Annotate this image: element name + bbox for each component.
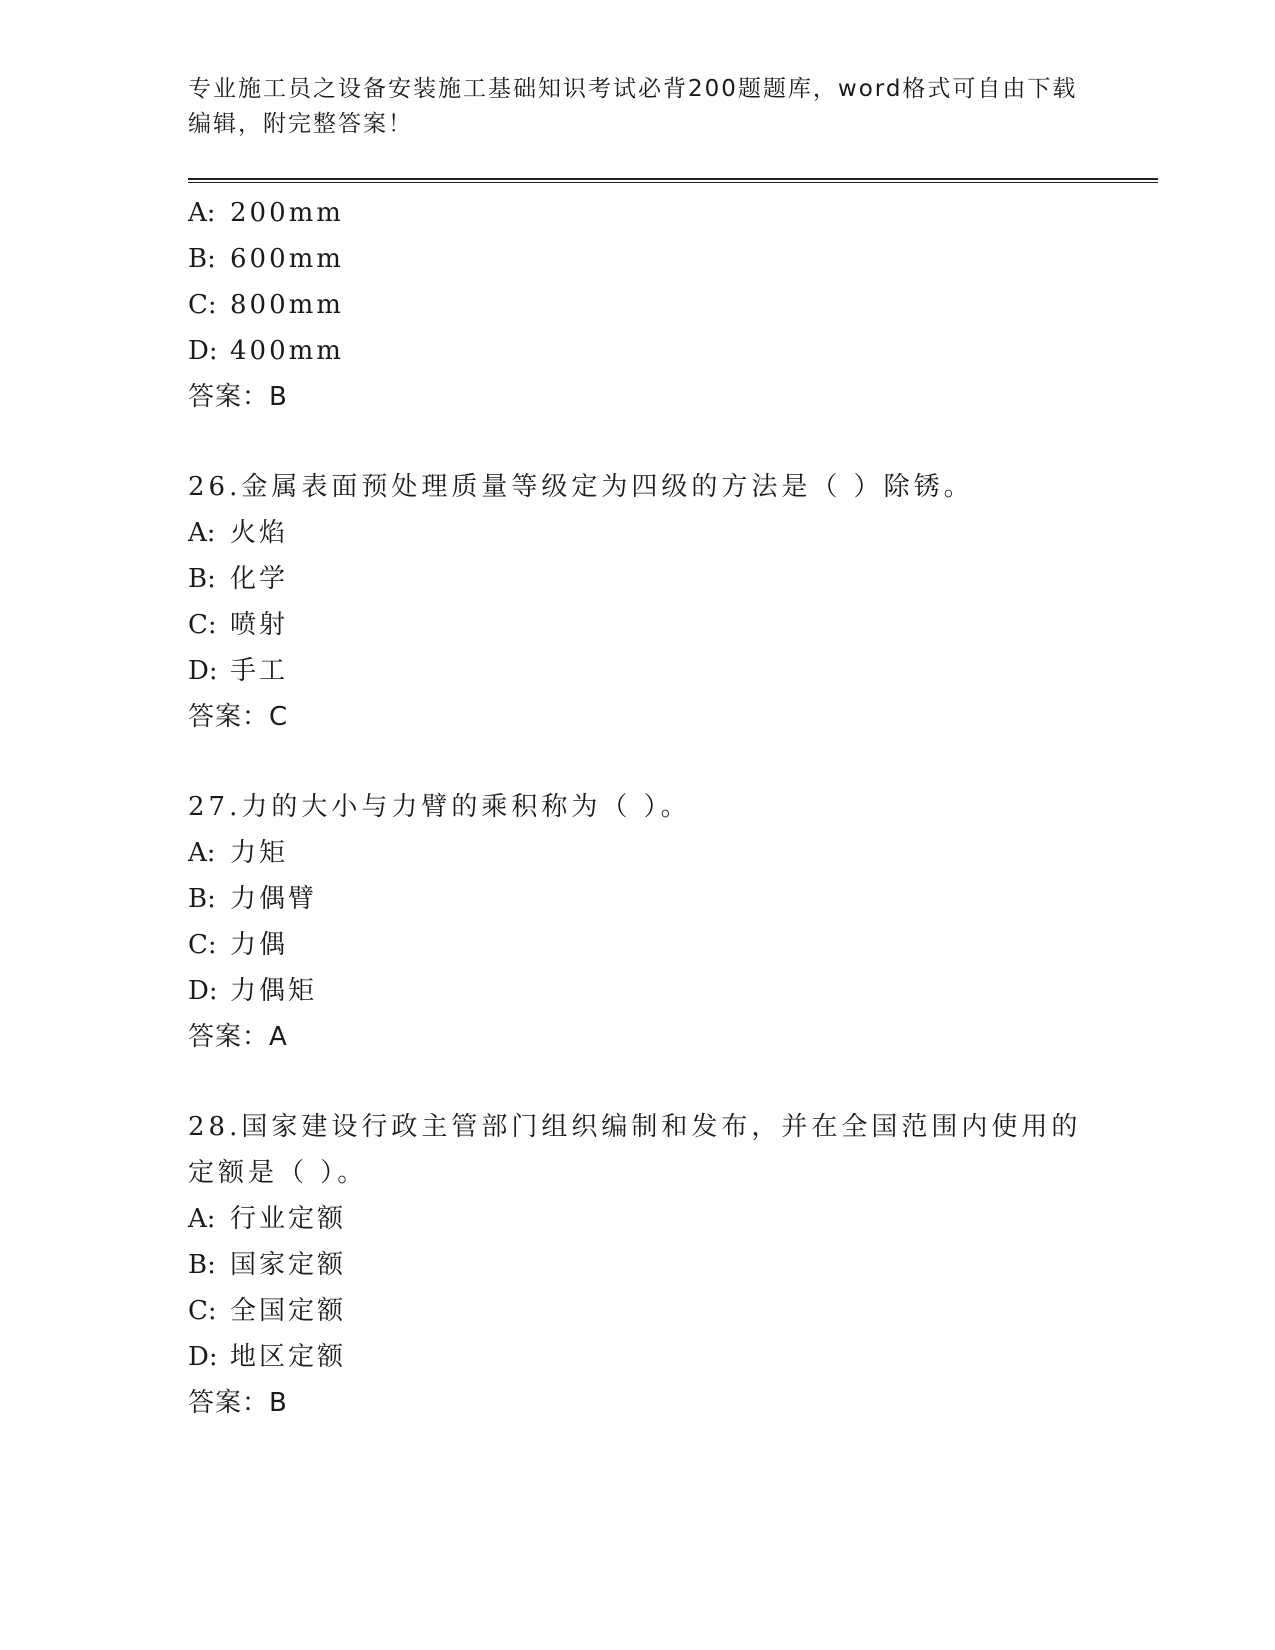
header-divider — [188, 178, 1158, 183]
option-text: 手工 — [230, 656, 289, 686]
option-text: 国家定额 — [230, 1250, 347, 1280]
question-block-28 — [188, 1104, 1158, 1426]
option-c — [188, 922, 1158, 968]
option-letter: B: — [188, 884, 216, 914]
question-stem: 27.力的大小与力臂的乘积称为（ ）。 — [188, 792, 691, 822]
option-text: 600mm — [230, 244, 344, 274]
option-text: 800mm — [230, 290, 344, 320]
option-c — [188, 602, 1158, 648]
spacer — [188, 740, 1158, 784]
spacer — [188, 1060, 1158, 1104]
question-list — [188, 190, 1158, 1426]
option-letter: C: — [188, 290, 217, 320]
question-block-26 — [188, 464, 1158, 740]
option-d — [188, 1334, 1158, 1380]
option-letter: A: — [188, 1204, 216, 1234]
answer-line: 答案：A — [188, 1022, 288, 1052]
option-letter: B: — [188, 564, 216, 594]
answer-line: 答案：B — [188, 382, 288, 412]
option-text: 力偶 — [230, 930, 289, 960]
option-a — [188, 190, 1158, 236]
option-a — [188, 510, 1158, 556]
option-text: 全国定额 — [230, 1296, 347, 1326]
question-stem: 28.国家建设行政主管部门组织编制和发布，并在全国范围内使用的定额是（ ）。 — [188, 1112, 1082, 1188]
option-letter: B: — [188, 244, 216, 274]
option-letter: B: — [188, 1250, 216, 1280]
option-d — [188, 328, 1158, 374]
option-letter: A: — [188, 838, 216, 868]
option-text: 200mm — [230, 198, 344, 228]
option-b — [188, 876, 1158, 922]
option-letter: A: — [188, 518, 216, 548]
option-letter: C: — [188, 1296, 217, 1326]
option-letter: D: — [188, 1342, 218, 1372]
question-block-27 — [188, 784, 1158, 1060]
option-text: 地区定额 — [230, 1342, 347, 1372]
option-text: 力偶臂 — [230, 884, 318, 914]
option-letter: C: — [188, 930, 217, 960]
option-a — [188, 830, 1158, 876]
option-letter: A: — [188, 198, 216, 228]
option-text: 喷射 — [230, 610, 289, 640]
option-letter: C: — [188, 610, 217, 640]
option-text: 行业定额 — [230, 1204, 347, 1234]
option-c — [188, 1288, 1158, 1334]
option-c — [188, 282, 1158, 328]
option-text: 力偶矩 — [230, 976, 318, 1006]
option-text: 火焰 — [230, 518, 289, 548]
spacer — [188, 420, 1158, 464]
question-stem: 26.金属表面预处理质量等级定为四级的方法是（ ）除锈。 — [188, 472, 974, 502]
option-b — [188, 556, 1158, 602]
option-d — [188, 968, 1158, 1014]
option-d — [188, 648, 1158, 694]
header-title-line-1: 专业施工员之设备安装施工基础知识考试必背200题题库，word格式可自由下载 — [188, 76, 1078, 102]
option-b — [188, 236, 1158, 282]
option-text: 400mm — [230, 336, 344, 366]
answer-line: 答案：C — [188, 702, 289, 732]
option-letter: D: — [188, 336, 218, 366]
header-title-line-2: 编辑，附完整答案！ — [188, 111, 413, 137]
option-b — [188, 1242, 1158, 1288]
answer-line: 答案：B — [188, 1388, 288, 1418]
document-header — [188, 72, 1088, 142]
question-block-25 — [188, 190, 1158, 420]
option-text: 力矩 — [230, 838, 289, 868]
option-a — [188, 1196, 1158, 1242]
option-letter: D: — [188, 976, 218, 1006]
option-letter: D: — [188, 656, 218, 686]
option-text: 化学 — [230, 564, 289, 594]
